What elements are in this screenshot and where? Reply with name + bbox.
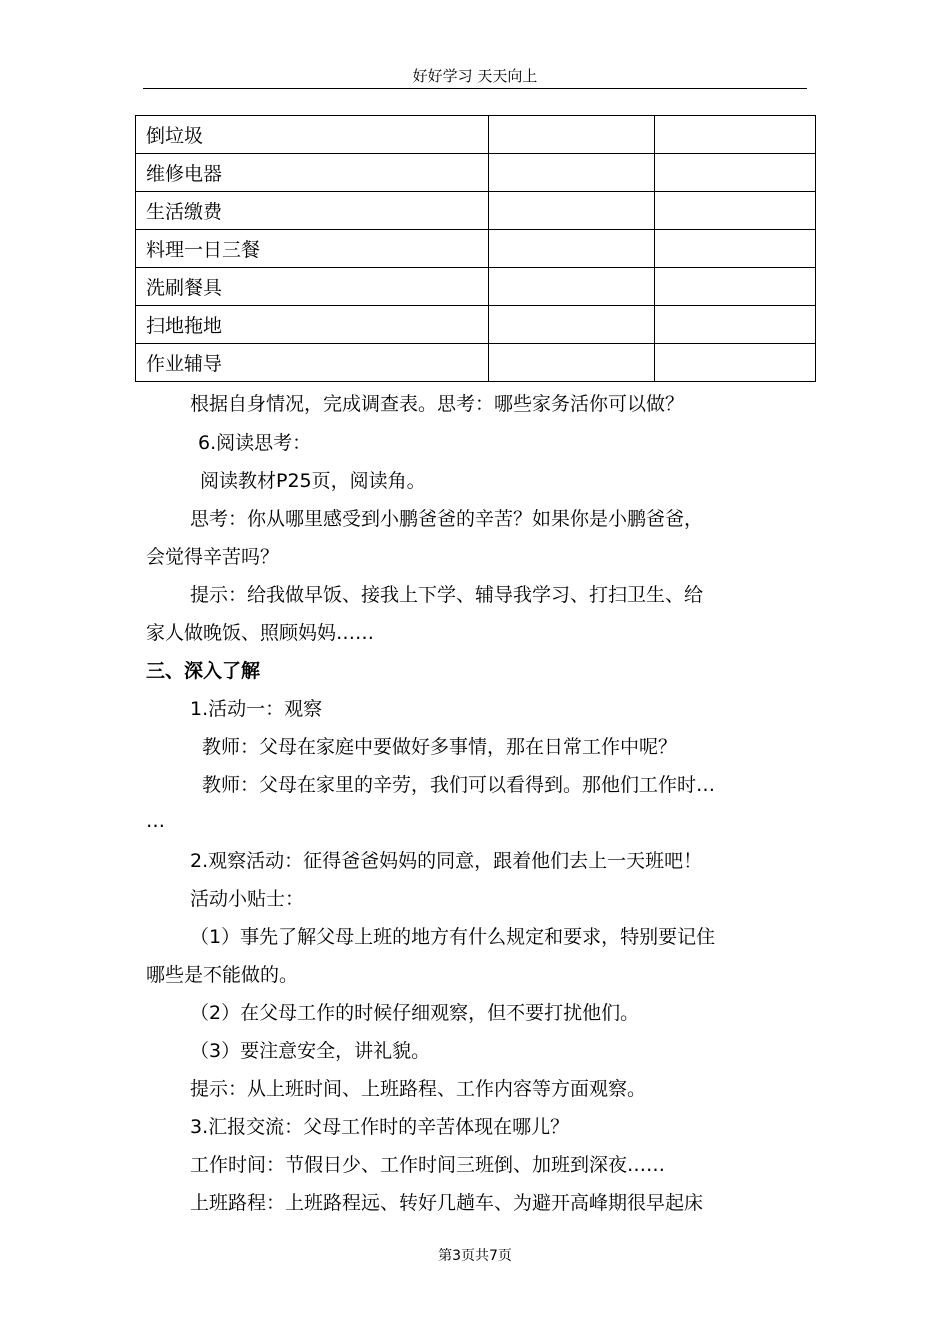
table-row (136, 230, 816, 268)
table-cell-empty (655, 344, 816, 382)
tip-item: （1）事先了解父母上班的地方有什么规定和要求，特别要记住 (190, 926, 716, 948)
body-line: 教师：父母在家里的辛劳，我们可以看得到。那他们工作时… (202, 774, 716, 796)
body-line: … (146, 810, 165, 832)
table-row (136, 116, 816, 154)
table-cell-empty (489, 116, 655, 154)
table-row (136, 344, 816, 382)
section-heading-deep-understanding: 三、深入了解 (146, 660, 261, 682)
table-cell-empty (489, 306, 655, 344)
body-line: 根据自身情况，完成调查表。思考：哪些家务活你可以做？ (190, 393, 685, 415)
table-cell-empty (489, 192, 655, 230)
body-line: 会觉得辛苦吗？ (146, 546, 280, 568)
body-line: 提示：给我做早饭、接我上下学、辅导我学习、打扫卫生、给 (190, 584, 704, 606)
table-cell-chore: 扫地拖地 (136, 306, 489, 344)
table-cell-empty (655, 230, 816, 268)
chores-survey-table (135, 115, 816, 382)
activity-heading: 1.活动一：观察 (190, 698, 323, 720)
body-line: 家人做晚饭、照顾妈妈…… (146, 622, 375, 644)
body-line: 阅读教材P25页，阅读角。 (200, 470, 426, 492)
tip-item: （2）在父母工作的时候仔细观察，但不要打扰他们。 (190, 1002, 640, 1024)
body-line: 哪些是不能做的。 (146, 964, 299, 986)
body-line: 上班路程：上班路程远、转好几趟车、为避开高峰期很早起床 (190, 1192, 704, 1214)
body-line: 思考：你从哪里感受到小鹏爸爸的辛苦？如果你是小鹏爸爸， (190, 508, 704, 530)
table-row (136, 268, 816, 306)
table-cell-empty (655, 192, 816, 230)
table-row (136, 154, 816, 192)
section-heading-reading: 6.阅读思考： (198, 432, 312, 454)
page-header: 好好学习 天天向上 (412, 67, 538, 85)
table-cell-empty (655, 306, 816, 344)
table-cell-chore: 料理一日三餐 (136, 230, 489, 268)
table-cell-chore: 倒垃圾 (136, 116, 489, 154)
activity-heading: 2.观察活动：征得爸爸妈妈的同意，跟着他们去上一天班吧！ (190, 850, 703, 872)
table-row (136, 306, 816, 344)
table-cell-empty (489, 344, 655, 382)
table-cell-chore: 生活缴费 (136, 192, 489, 230)
table-cell-empty (655, 154, 816, 192)
table-cell-chore: 作业辅导 (136, 344, 489, 382)
body-line: 提示：从上班时间、上班路程、工作内容等方面观察。 (190, 1078, 647, 1100)
table-row (136, 192, 816, 230)
table-cell-chore: 维修电器 (136, 154, 489, 192)
table-cell-empty (489, 230, 655, 268)
table-cell-empty (489, 154, 655, 192)
body-line: 工作时间：节假日少、工作时间三班倒、加班到深夜…… (190, 1154, 666, 1176)
activity-heading: 3.汇报交流：父母工作时的辛苦体现在哪儿？ (190, 1116, 570, 1138)
table-cell-empty (655, 268, 816, 306)
body-line: 教师：父母在家庭中要做好多事情，那在日常工作中呢？ (202, 736, 678, 758)
body-line: 活动小贴士： (190, 888, 305, 910)
table-cell-chore: 洗刷餐具 (136, 268, 489, 306)
table-cell-empty (655, 116, 816, 154)
header-rule (143, 88, 807, 89)
tip-item: （3）要注意安全，讲礼貌。 (190, 1040, 431, 1062)
page-footer: 第3页共7页 (438, 1248, 512, 1264)
table-cell-empty (489, 268, 655, 306)
